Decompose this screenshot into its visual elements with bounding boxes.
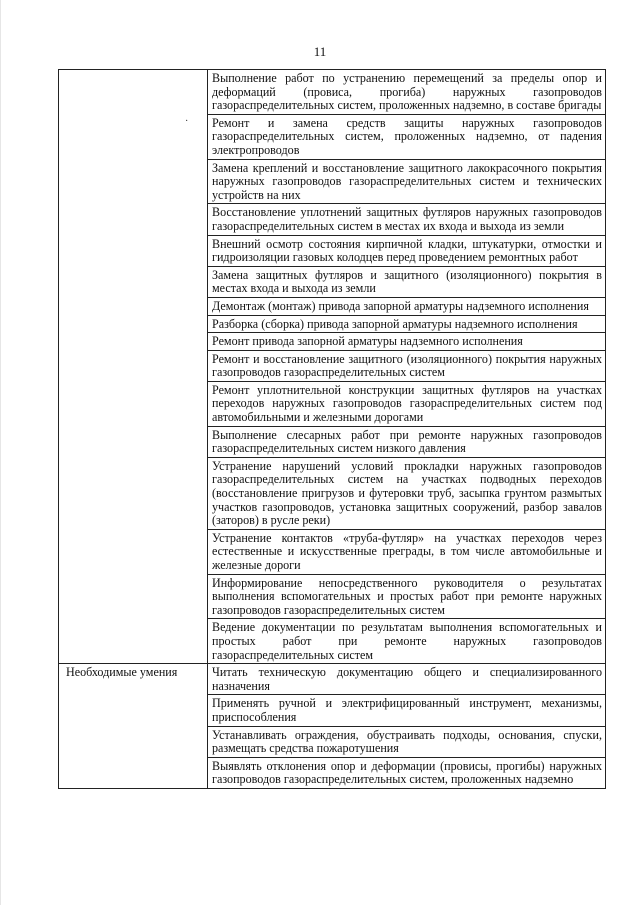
scan-edge [0, 0, 1, 905]
action-item: Устранение нарушений условий прокладки наружных газопроводов газораспределительных систем на участках подводных переходов (восстановление пригрузов и футеровки труб, засыпка грунтом размытых участков газопроводов, установка защитных сооружений, разбор завалов (заторов) в русле реки) [208, 457, 606, 529]
action-item: Разборка (сборка) привода запорной арматуры надземного исполнения [208, 315, 606, 333]
action-item: Демонтаж (монтаж) привода запорной арматуры надземного исполнения [208, 297, 606, 315]
action-item: Выполнение работ по устранению перемещений за пределы опор и деформаций (провиса, прогиба) наружных газопроводов газораспределительных систем, проложенных надземно, в составе бригады [208, 70, 606, 115]
scan-dot: · [185, 116, 189, 127]
table-row [59, 664, 606, 695]
skill-item: Выявлять отклонения опор и деформации (провисы, прогибы) наружных газопроводов газораспределительных систем, проложенных надземно [208, 757, 606, 788]
action-item: Восстановление уплотнений защитных футляров наружных газопроводов газораспределительных систем в местах их входа и выхода из земли [208, 204, 606, 235]
action-item: Устранение контактов «труба-футляр» на участках переходов через естественные и искусственные преграды, в том числе автомобильные и железные дороги [208, 529, 606, 574]
skill-item: Читать техническую документацию общего и специализированного назначения [208, 664, 606, 695]
page-number: 11 [313, 44, 327, 59]
table-row [59, 70, 606, 115]
action-item: Ремонт привода запорной арматуры надземного исполнения [208, 333, 606, 351]
skills-section-label: Необходимые умения [59, 664, 208, 789]
skill-item: Устанавливать ограждения, обустраивать подходы, основания, спуски, размещать средства пожаротушения [208, 726, 606, 757]
action-item: Замена защитных футляров и защитного (изоляционного) покрытия в местах входа и выхода из земли [208, 266, 606, 297]
action-item: Ремонт и замена средств защиты наружных газопроводов газораспределительных систем, проложенных надземно, от падения электропроводов [208, 114, 606, 159]
action-item: Ремонт уплотнительной конструкции защитных футляров на участках переходов наружных газопроводов газораспределительных систем под автомобильными и железными дорогами [208, 381, 606, 426]
action-item: Замена креплений и восстановление защитного лакокрасочного покрытия наружных газопроводов газораспределительных систем и технических устройств на них [208, 159, 606, 204]
action-item: Ведение документации по результатам выполнения вспомогательных и простых работ при ремонте наружных газопроводов газораспределительных систем [208, 619, 606, 664]
labor-functions-table [58, 69, 606, 789]
actions-label-cell [59, 70, 208, 664]
action-item: Ремонт и восстановление защитного (изоляционного) покрытия наружных газопроводов газораспределительных систем [208, 350, 606, 381]
action-item: Информирование непосредственного руководителя о результатах выполнения вспомогательных и простых работ при ремонте наружных газопроводов газораспределительных систем [208, 574, 606, 619]
action-item: Выполнение слесарных работ при ремонте наружных газопроводов газораспределительных систем низкого давления [208, 426, 606, 457]
action-item: Внешний осмотр состояния кирпичной кладки, штукатурки, отмостки и гидроизоляции газовых колодцев перед проведением ремонтных работ [208, 235, 606, 266]
skill-item: Применять ручной и электрифицированный инструмент, механизмы, приспособления [208, 695, 606, 726]
